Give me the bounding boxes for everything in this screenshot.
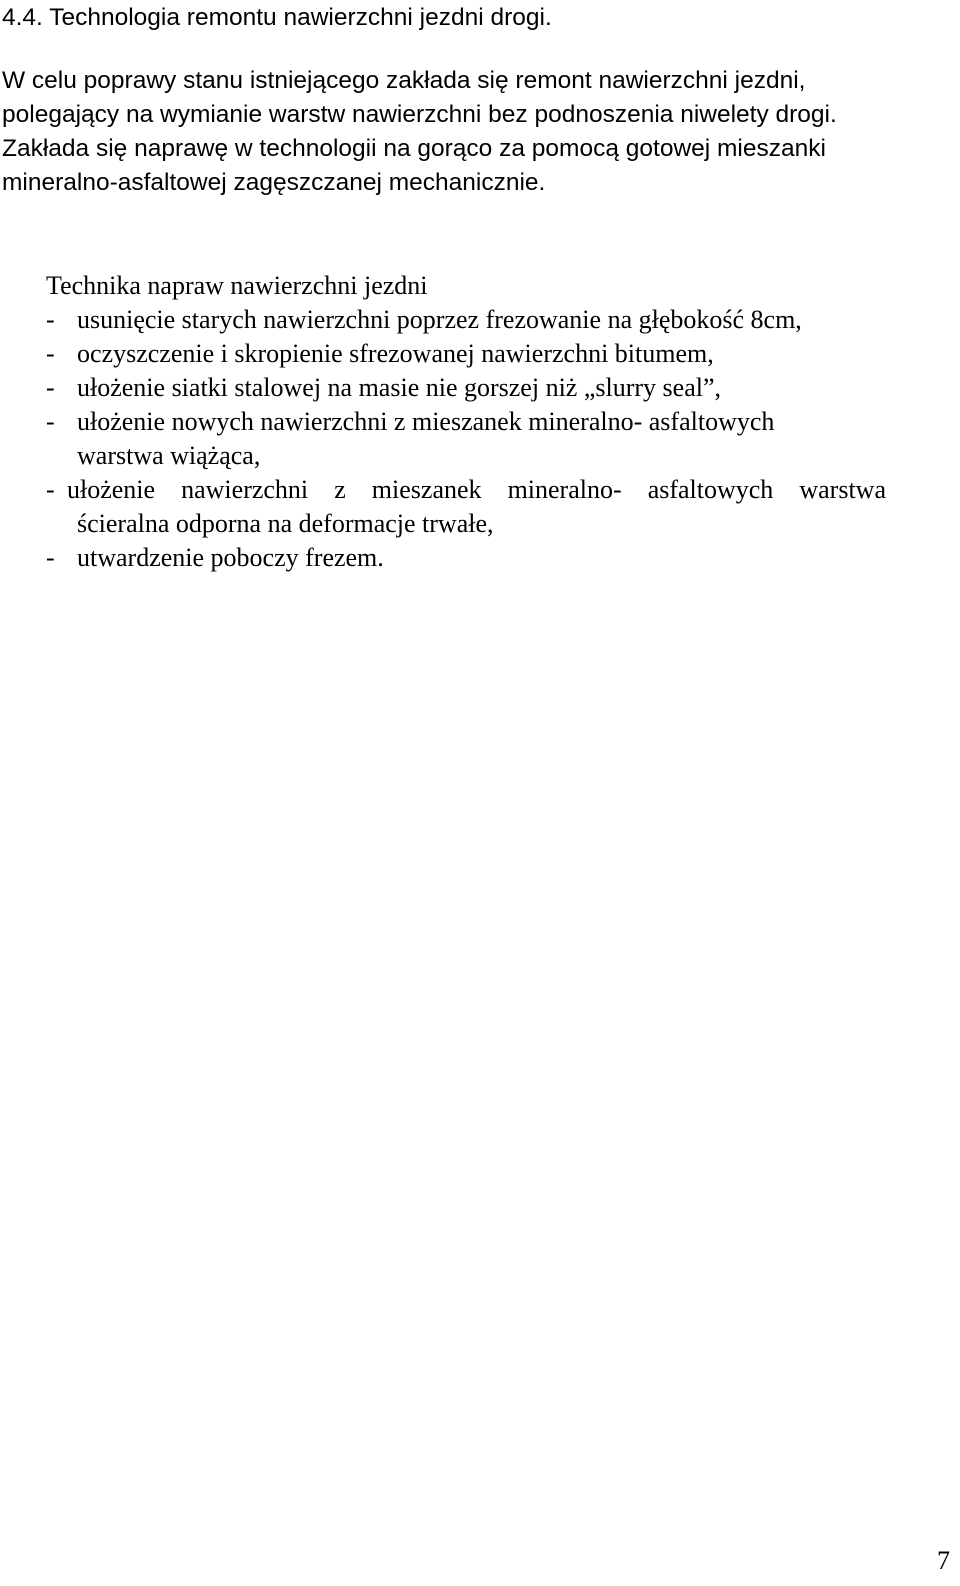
list-item-text: ułożenie nawierzchni z mieszanek mineralno- asfaltowych warstwa <box>67 475 886 504</box>
list-item <box>46 371 946 405</box>
list-dash: - <box>46 407 55 436</box>
list-item <box>46 405 946 439</box>
intro-paragraph <box>2 64 942 200</box>
technique-list <box>46 269 946 575</box>
list-item-text: oczyszczenie i skropienie sfrezowanej nawierzchni bitumem, <box>77 339 714 368</box>
list-item <box>46 541 946 575</box>
list-item-text: utwardzenie poboczy frezem. <box>77 543 384 572</box>
page-number: 7 <box>937 1546 950 1575</box>
intro-line: mineralno-asfaltowej zagęszczanej mechanicznie. <box>2 169 546 196</box>
list-item-text: ułożenie nowych nawierzchni z mieszanek mineralno- asfaltowych <box>77 407 775 436</box>
list-dash: - <box>46 339 55 368</box>
list-item-continuation: ścieralna odporna na deformacje trwałe, <box>77 509 494 538</box>
intro-line: polegający na wymianie warstw nawierzchni bez podnoszenia niwelety drogi. <box>2 101 837 128</box>
list-dash: - <box>46 543 55 572</box>
list-item-continuation: warstwa wiążąca, <box>77 441 261 470</box>
section-heading: 4.4. Technologia remontu nawierzchni jezdni drogi. <box>2 4 552 31</box>
list-dash: - <box>46 305 55 334</box>
list-item <box>46 473 946 507</box>
list-dash: - <box>46 475 55 504</box>
technique-title: Technika napraw nawierzchni jezdni <box>46 271 428 300</box>
list-item-text: usunięcie starych nawierzchni poprzez frezowanie na głębokość 8cm, <box>77 305 802 334</box>
list-item <box>46 303 946 337</box>
intro-line: W celu poprawy stanu istniejącego zakłada się remont nawierzchni jezdni, <box>2 67 806 94</box>
list-dash: - <box>46 373 55 402</box>
intro-line: Zakłada się naprawę w technologii na gorąco za pomocą gotowej mieszanki <box>2 135 826 162</box>
list-item-text: ułożenie siatki stalowej na masie nie gorszej niż „slurry seal”, <box>77 373 721 402</box>
list-item <box>46 337 946 371</box>
